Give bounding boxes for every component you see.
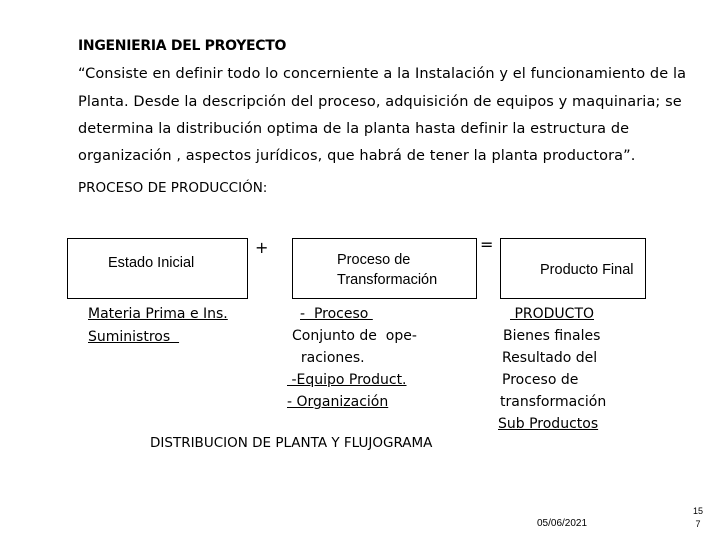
slide-title: INGENIERIA DEL PROYECTO <box>78 38 287 54</box>
product-item: Bienes finales <box>503 328 601 344</box>
final-product-label: Producto Final <box>540 262 634 278</box>
transformation-label-line-1: Proceso de <box>337 252 411 268</box>
product-item: Sub Productos <box>498 416 599 432</box>
input-item-raw-material: Materia Prima e Ins. <box>88 306 228 322</box>
transformation-label-line-2: Transformación <box>337 272 438 288</box>
definition-line-4: organización , aspectos jurídicos, que habrá de tener la planta productora”. <box>78 148 636 164</box>
transformation-label <box>337 250 437 290</box>
footer-date: 05/06/2021 <box>537 518 588 529</box>
definition-line-1: “Consiste en definir todo lo concerniente a la Instalación y el funcionamiento de la <box>78 66 687 82</box>
equals-operator: = <box>480 235 494 254</box>
distribution-heading: DISTRIBUCION DE PLANTA Y FLUJOGRAMA <box>150 435 433 451</box>
process-item: -Equipo Product. <box>287 372 407 388</box>
definition-line-2: Planta. Desde la descripción del proceso, adquisición de equipos y maquinaria; se <box>78 94 682 110</box>
process-heading: PROCESO DE PRODUCCIÓN: <box>78 180 268 196</box>
process-item: raciones. <box>292 350 365 366</box>
page-number-bottom: 7 <box>695 519 701 529</box>
page-number <box>693 505 703 531</box>
initial-state-label: Estado Inicial <box>108 255 195 271</box>
product-item: Resultado del <box>502 350 598 366</box>
product-item: PRODUCTO <box>510 306 595 322</box>
process-item: - Organización <box>287 394 389 410</box>
page-number-top: 15 <box>693 506 704 516</box>
definition-line-3: determina la distribución optima de la planta hasta definir la estructura de <box>78 121 630 137</box>
plus-operator: + <box>255 238 269 257</box>
process-item: - Proceso <box>300 306 373 322</box>
product-column <box>498 303 606 435</box>
product-item: transformación <box>500 394 607 410</box>
input-item-supplies: Suministros <box>88 329 180 345</box>
process-item: Conjunto de ope- <box>292 328 417 344</box>
product-item: Proceso de <box>502 372 579 388</box>
process-column <box>287 303 417 413</box>
